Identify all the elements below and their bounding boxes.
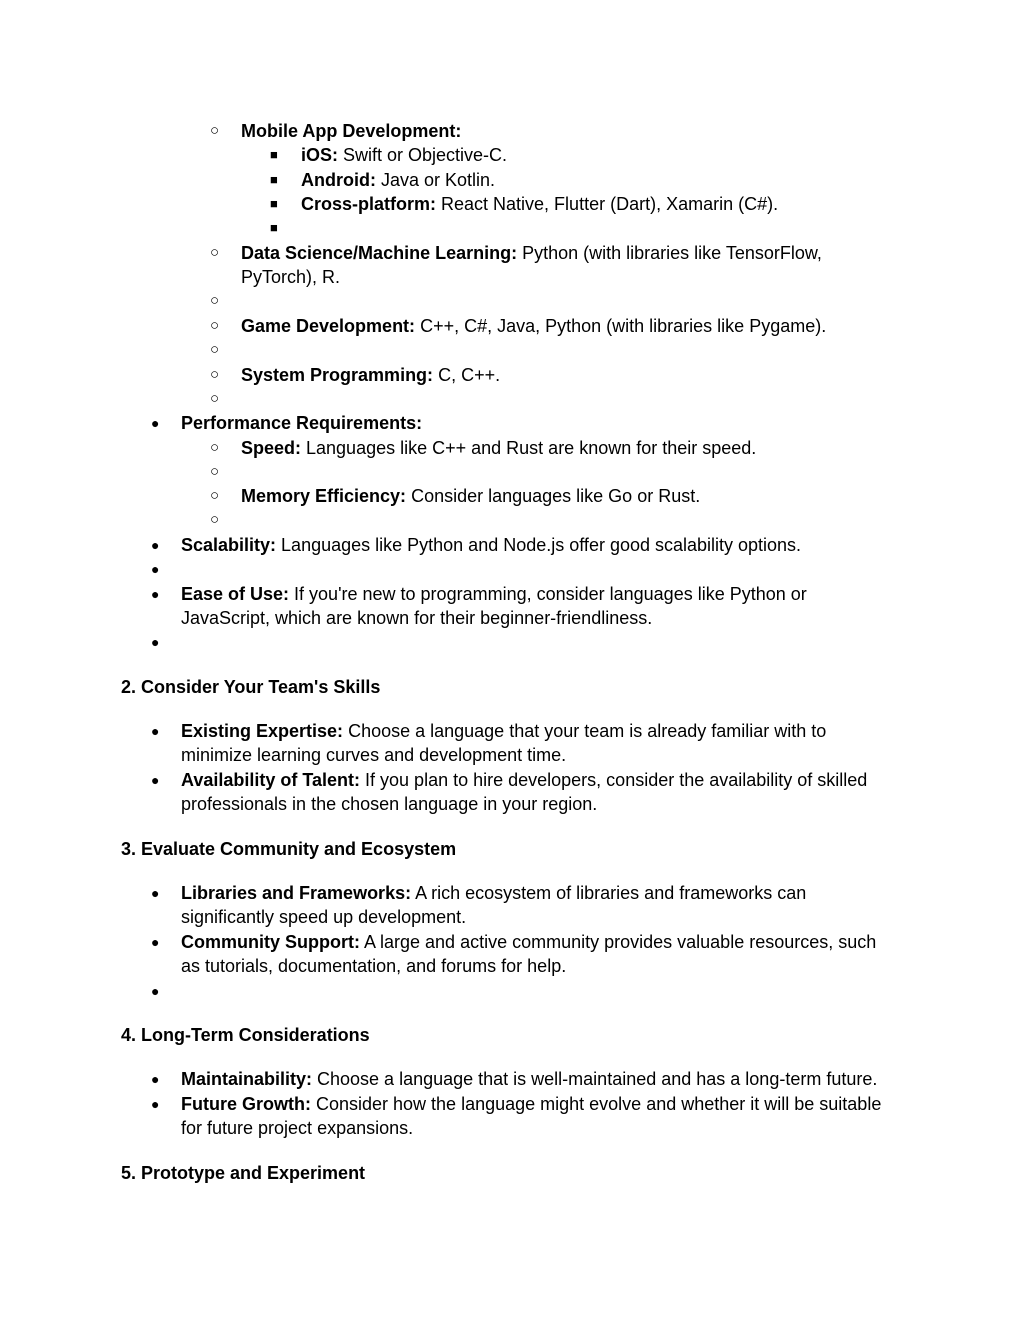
item-label: Mobile App Development: [241,121,462,141]
section-heading: 3. Evaluate Community and Ecosystem [121,839,457,859]
item-text-continued: as tutorials, documentation, and forums for help. [181,956,567,976]
filled-circle-bullet-icon: ● [151,537,160,553]
item-text: React Native, Flutter (Dart), Xamarin (C#). [436,194,779,214]
item-text-continued: minimize learning curves and development time. [181,745,567,765]
item-label: Game Development: [241,316,416,336]
filled-circle-bullet-icon: ● [151,983,160,999]
filled-circle-bullet-icon: ● [151,723,160,739]
item-label: Scalability: [181,535,277,555]
filled-circle-bullet-icon: ● [151,1071,160,1087]
section-heading: 5. Prototype and Experiment [121,1163,366,1183]
item-label: Maintainability: [181,1069,313,1089]
item-label: Future Growth: [181,1094,311,1114]
hollow-circle-bullet-icon: ○ [210,292,220,309]
hollow-circle-bullet-icon: ○ [210,463,220,480]
filled-circle-bullet-icon: ● [151,634,160,650]
item-label: Speed: [241,438,302,458]
hollow-circle-bullet-icon: ○ [210,366,220,383]
section-heading: 2. Consider Your Team's Skills [121,677,381,697]
item-label: Android: [301,170,376,190]
item-text: A large and active community provides valuable resources, such [359,932,877,952]
item-label: Ease of Use: [181,584,290,604]
square-bullet-icon: ■ [270,172,278,187]
item-text: Consider languages like Go or Rust. [406,486,701,506]
item-text-continued: professionals in the chosen language in your region. [181,794,598,814]
item-label: System Programming: [241,365,434,385]
filled-circle-bullet-icon: ● [151,934,160,950]
item-text: Consider how the language might evolve and whether it will be suitable [310,1094,882,1114]
item-label: Performance Requirements: [181,413,423,433]
item-label: Existing Expertise: [181,721,344,741]
filled-circle-bullet-icon: ● [151,772,160,788]
hollow-circle-bullet-icon: ○ [210,317,220,334]
item-text: Choose a language that your team is already familiar with to [343,721,827,741]
hollow-circle-bullet-icon: ○ [210,511,220,528]
item-text: Java or Kotlin. [375,170,496,190]
item-text-continued: for future project expansions. [181,1118,414,1138]
item-text: Swift or Objective-C. [338,145,508,165]
square-bullet-icon: ■ [270,196,278,211]
filled-circle-bullet-icon: ● [151,415,160,431]
item-text: C, C++. [433,365,501,385]
square-bullet-icon: ■ [270,220,278,235]
filled-circle-bullet-icon: ● [151,586,160,602]
item-text: If you plan to hire developers, consider the availability of skilled [360,770,868,790]
item-label: Availability of Talent: [181,770,361,790]
item-text: Languages like C++ and Rust are known for their speed. [301,438,757,458]
item-text: C++, C#, Java, Python (with libraries like Pygame). [415,316,827,336]
item-label: Libraries and Frameworks: [181,883,412,903]
square-bullet-icon: ■ [270,147,278,162]
item-label: Cross-platform: [301,194,437,214]
hollow-circle-bullet-icon: ○ [210,244,220,261]
item-label: Data Science/Machine Learning: [241,243,518,263]
filled-circle-bullet-icon: ● [151,885,160,901]
item-label: Community Support: [181,932,360,952]
section-heading: 4. Long-Term Considerations [121,1025,370,1045]
item-label: Memory Efficiency: [241,486,407,506]
item-text: Languages like Python and Node.js offer good scalability options. [276,535,802,555]
item-label: iOS: [301,145,339,165]
item-text-continued: JavaScript, which are known for their beginner-friendliness. [181,608,653,628]
filled-circle-bullet-icon: ● [151,561,160,577]
hollow-circle-bullet-icon: ○ [210,487,220,504]
hollow-circle-bullet-icon: ○ [210,122,220,139]
item-text-continued: significantly speed up development. [181,907,467,927]
item-text: Python (with libraries like TensorFlow, [517,243,822,263]
item-text: Choose a language that is well-maintained and has a long-term future. [312,1069,878,1089]
hollow-circle-bullet-icon: ○ [210,341,220,358]
filled-circle-bullet-icon: ● [151,1096,160,1112]
item-text: A rich ecosystem of libraries and frameworks can [411,883,807,903]
item-text: If you're new to programming, consider languages like Python or [289,584,807,604]
item-text-continued: PyTorch), R. [241,267,341,287]
hollow-circle-bullet-icon: ○ [210,439,220,456]
hollow-circle-bullet-icon: ○ [210,390,220,407]
